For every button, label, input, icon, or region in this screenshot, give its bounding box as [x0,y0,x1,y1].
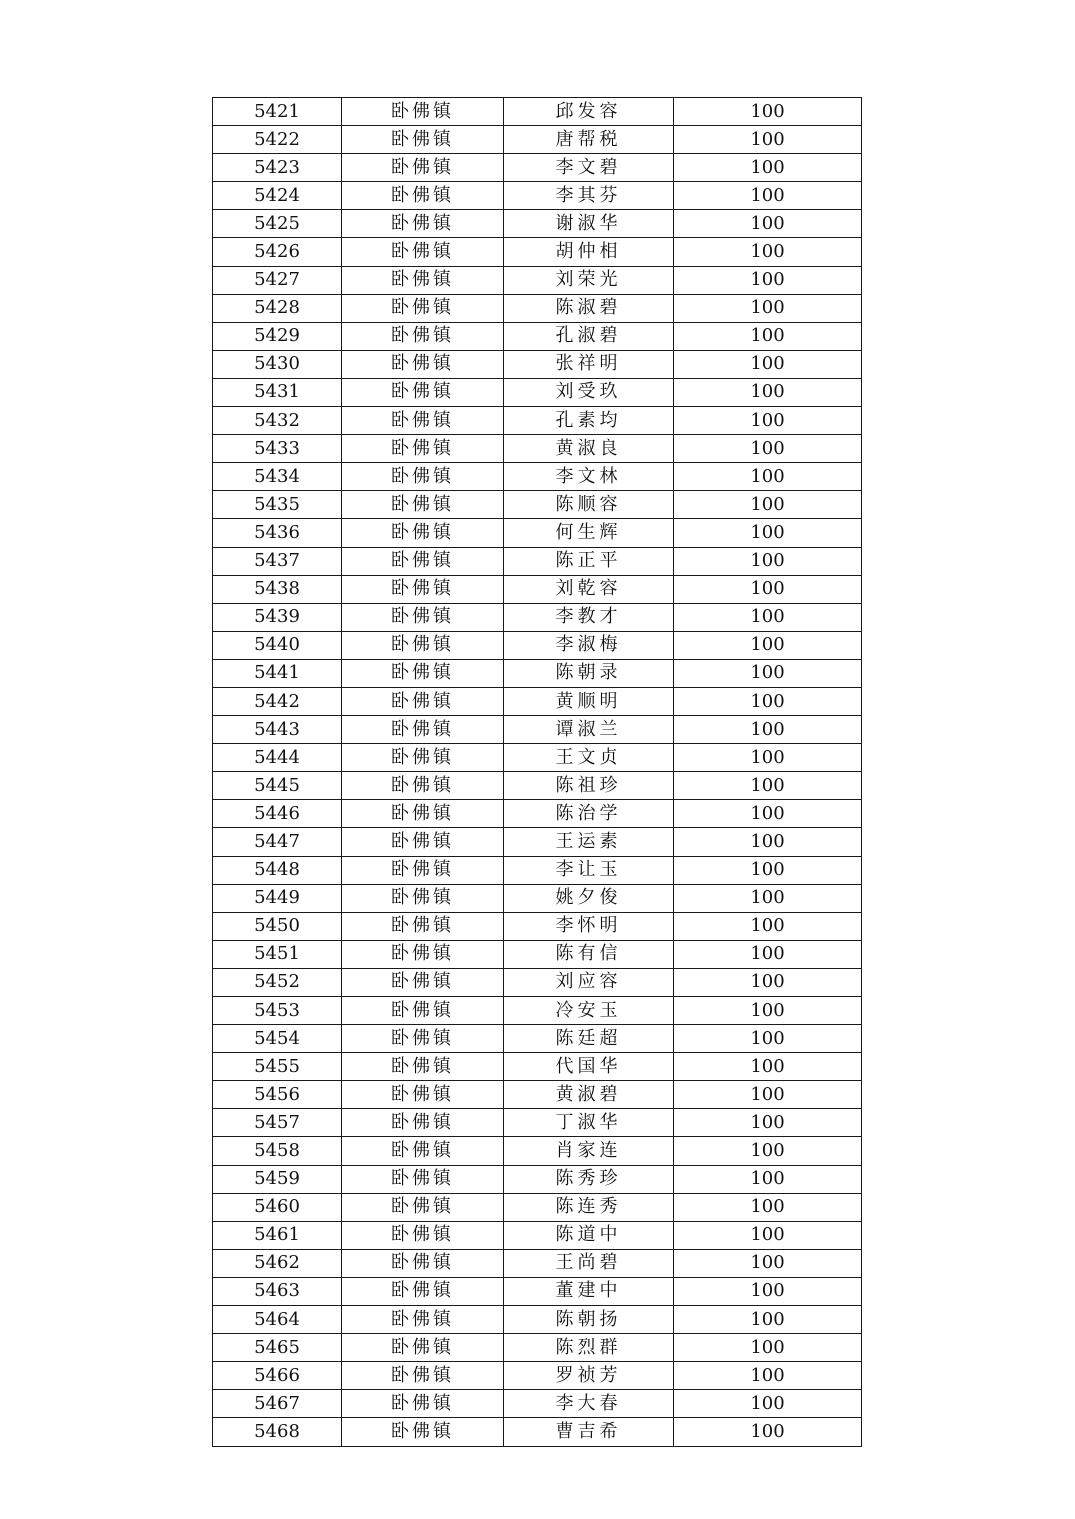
cell-amount: 100 [674,687,862,715]
table-row [213,1362,862,1390]
cell-name: 李教才 [504,603,674,631]
cell-name: 胡仲相 [504,238,674,266]
cell-number: 5449 [213,884,342,912]
cell-town: 卧佛镇 [342,1362,504,1390]
table-row [213,631,862,659]
cell-amount: 100 [674,491,862,519]
cell-name: 李文林 [504,463,674,491]
cell-town: 卧佛镇 [342,631,504,659]
cell-amount: 100 [674,98,862,126]
cell-amount: 100 [674,547,862,575]
cell-amount: 100 [674,210,862,238]
cell-amount: 100 [674,1362,862,1390]
cell-name: 陈廷超 [504,1025,674,1053]
cell-number: 5463 [213,1277,342,1305]
table-row [213,1165,862,1193]
cell-town: 卧佛镇 [342,210,504,238]
table-row [213,98,862,126]
cell-amount: 100 [674,1025,862,1053]
cell-town: 卧佛镇 [342,407,504,435]
cell-name: 陈道中 [504,1221,674,1249]
cell-name: 邱发容 [504,98,674,126]
cell-town: 卧佛镇 [342,1193,504,1221]
table-row [213,800,862,828]
cell-name: 黄顺明 [504,687,674,715]
cell-name: 陈顺容 [504,491,674,519]
cell-amount: 100 [674,968,862,996]
table-row [213,575,862,603]
cell-number: 5465 [213,1334,342,1362]
cell-name: 冷安玉 [504,997,674,1025]
cell-amount: 100 [674,182,862,210]
roster-table [212,97,862,1447]
cell-number: 5459 [213,1165,342,1193]
cell-amount: 100 [674,828,862,856]
table-row [213,828,862,856]
table-row [213,182,862,210]
cell-town: 卧佛镇 [342,884,504,912]
cell-name: 刘应容 [504,968,674,996]
cell-town: 卧佛镇 [342,1053,504,1081]
cell-town: 卧佛镇 [342,1109,504,1137]
table-row [213,491,862,519]
cell-name: 陈烈群 [504,1334,674,1362]
cell-town: 卧佛镇 [342,687,504,715]
cell-name: 李文碧 [504,154,674,182]
table-row [213,1249,862,1277]
cell-amount: 100 [674,884,862,912]
cell-amount: 100 [674,1165,862,1193]
table-row [213,940,862,968]
cell-town: 卧佛镇 [342,659,504,687]
cell-amount: 100 [674,659,862,687]
cell-town: 卧佛镇 [342,968,504,996]
cell-name: 姚夕俊 [504,884,674,912]
table-row [213,463,862,491]
cell-number: 5453 [213,997,342,1025]
cell-town: 卧佛镇 [342,1306,504,1334]
cell-town: 卧佛镇 [342,463,504,491]
cell-number: 5435 [213,491,342,519]
table-row [213,1081,862,1109]
cell-number: 5446 [213,800,342,828]
cell-name: 李大春 [504,1390,674,1418]
table-row [213,1221,862,1249]
cell-name: 黄淑良 [504,435,674,463]
table-row [213,1334,862,1362]
cell-name: 代国华 [504,1053,674,1081]
table-row [213,210,862,238]
cell-town: 卧佛镇 [342,1334,504,1362]
cell-number: 5423 [213,154,342,182]
cell-amount: 100 [674,800,862,828]
cell-town: 卧佛镇 [342,547,504,575]
cell-number: 5447 [213,828,342,856]
cell-town: 卧佛镇 [342,1418,504,1446]
table-row [213,1109,862,1137]
cell-amount: 100 [674,912,862,940]
table-row [213,912,862,940]
cell-number: 5431 [213,378,342,406]
cell-number: 5454 [213,1025,342,1053]
cell-number: 5422 [213,126,342,154]
roster-table-body [213,98,862,1447]
table-row [213,547,862,575]
cell-name: 王运素 [504,828,674,856]
cell-name: 陈祖珍 [504,772,674,800]
cell-town: 卧佛镇 [342,98,504,126]
cell-town: 卧佛镇 [342,1137,504,1165]
cell-number: 5441 [213,659,342,687]
cell-number: 5438 [213,575,342,603]
cell-name: 陈连秀 [504,1193,674,1221]
cell-amount: 100 [674,997,862,1025]
cell-number: 5440 [213,631,342,659]
cell-name: 李其芬 [504,182,674,210]
cell-name: 唐帮税 [504,126,674,154]
cell-name: 张祥明 [504,350,674,378]
cell-amount: 100 [674,856,862,884]
cell-number: 5452 [213,968,342,996]
cell-amount: 100 [674,407,862,435]
cell-town: 卧佛镇 [342,1221,504,1249]
cell-number: 5444 [213,744,342,772]
cell-town: 卧佛镇 [342,716,504,744]
cell-number: 5429 [213,322,342,350]
cell-town: 卧佛镇 [342,1081,504,1109]
table-row [213,603,862,631]
cell-number: 5460 [213,1193,342,1221]
cell-town: 卧佛镇 [342,294,504,322]
cell-number: 5450 [213,912,342,940]
cell-town: 卧佛镇 [342,378,504,406]
cell-name: 刘乾容 [504,575,674,603]
cell-amount: 100 [674,603,862,631]
cell-town: 卧佛镇 [342,1249,504,1277]
cell-number: 5443 [213,716,342,744]
cell-town: 卧佛镇 [342,603,504,631]
table-row [213,1025,862,1053]
cell-amount: 100 [674,1109,862,1137]
table-row [213,1053,862,1081]
cell-name: 陈秀珍 [504,1165,674,1193]
cell-number: 5427 [213,266,342,294]
cell-name: 王文贞 [504,744,674,772]
cell-town: 卧佛镇 [342,491,504,519]
cell-name: 董建中 [504,1277,674,1305]
cell-amount: 100 [674,266,862,294]
cell-number: 5464 [213,1306,342,1334]
cell-number: 5455 [213,1053,342,1081]
cell-amount: 100 [674,1137,862,1165]
cell-number: 5462 [213,1249,342,1277]
cell-amount: 100 [674,154,862,182]
cell-town: 卧佛镇 [342,1165,504,1193]
cell-town: 卧佛镇 [342,322,504,350]
cell-town: 卧佛镇 [342,238,504,266]
cell-amount: 100 [674,1277,862,1305]
cell-amount: 100 [674,1418,862,1446]
cell-number: 5426 [213,238,342,266]
cell-amount: 100 [674,744,862,772]
table-row [213,435,862,463]
cell-town: 卧佛镇 [342,519,504,547]
table-row [213,884,862,912]
cell-number: 5467 [213,1390,342,1418]
table-row [213,1418,862,1446]
cell-amount: 100 [674,1306,862,1334]
cell-name: 陈朝扬 [504,1306,674,1334]
cell-amount: 100 [674,463,862,491]
cell-town: 卧佛镇 [342,350,504,378]
cell-number: 5458 [213,1137,342,1165]
cell-number: 5437 [213,547,342,575]
table-row [213,856,862,884]
cell-town: 卧佛镇 [342,856,504,884]
cell-town: 卧佛镇 [342,997,504,1025]
table-row [213,772,862,800]
cell-amount: 100 [674,435,862,463]
table-row [213,322,862,350]
table-row [213,126,862,154]
cell-town: 卧佛镇 [342,912,504,940]
cell-amount: 100 [674,631,862,659]
cell-amount: 100 [674,1081,862,1109]
cell-number: 5433 [213,435,342,463]
cell-name: 曹吉希 [504,1418,674,1446]
table-row [213,1390,862,1418]
cell-town: 卧佛镇 [342,266,504,294]
cell-amount: 100 [674,126,862,154]
table-row [213,378,862,406]
cell-name: 刘荣光 [504,266,674,294]
table-row [213,1306,862,1334]
cell-name: 陈淑碧 [504,294,674,322]
cell-name: 王尚碧 [504,1249,674,1277]
cell-name: 肖家连 [504,1137,674,1165]
cell-name: 陈正平 [504,547,674,575]
cell-name: 孔素均 [504,407,674,435]
cell-number: 5457 [213,1109,342,1137]
table-row [213,716,862,744]
cell-number: 5432 [213,407,342,435]
cell-number: 5436 [213,519,342,547]
table-row [213,350,862,378]
cell-amount: 100 [674,519,862,547]
cell-amount: 100 [674,1193,862,1221]
cell-amount: 100 [674,350,862,378]
table-row [213,294,862,322]
cell-town: 卧佛镇 [342,1390,504,1418]
cell-number: 5466 [213,1362,342,1390]
cell-amount: 100 [674,1249,862,1277]
cell-town: 卧佛镇 [342,126,504,154]
cell-number: 5428 [213,294,342,322]
cell-town: 卧佛镇 [342,154,504,182]
cell-name: 孔淑碧 [504,322,674,350]
cell-amount: 100 [674,238,862,266]
cell-name: 谭淑兰 [504,716,674,744]
cell-town: 卧佛镇 [342,182,504,210]
cell-amount: 100 [674,378,862,406]
cell-name: 李让玉 [504,856,674,884]
table-row [213,997,862,1025]
cell-name: 丁淑华 [504,1109,674,1137]
table-row [213,266,862,294]
cell-number: 5461 [213,1221,342,1249]
table-row [213,407,862,435]
table-row [213,1193,862,1221]
cell-amount: 100 [674,322,862,350]
cell-amount: 100 [674,294,862,322]
cell-name: 陈治学 [504,800,674,828]
cell-town: 卧佛镇 [342,772,504,800]
cell-number: 5448 [213,856,342,884]
cell-amount: 100 [674,940,862,968]
cell-town: 卧佛镇 [342,744,504,772]
cell-name: 刘受玖 [504,378,674,406]
cell-town: 卧佛镇 [342,940,504,968]
cell-amount: 100 [674,1221,862,1249]
cell-town: 卧佛镇 [342,800,504,828]
cell-amount: 100 [674,1053,862,1081]
cell-number: 5442 [213,687,342,715]
table-row [213,1277,862,1305]
cell-town: 卧佛镇 [342,828,504,856]
table-row [213,238,862,266]
cell-town: 卧佛镇 [342,1277,504,1305]
table-row [213,519,862,547]
cell-town: 卧佛镇 [342,575,504,603]
cell-name: 罗祯芳 [504,1362,674,1390]
cell-number: 5445 [213,772,342,800]
table-row [213,154,862,182]
cell-name: 李怀明 [504,912,674,940]
cell-amount: 100 [674,772,862,800]
cell-name: 何生辉 [504,519,674,547]
cell-amount: 100 [674,1390,862,1418]
cell-name: 陈朝录 [504,659,674,687]
table-row [213,659,862,687]
cell-town: 卧佛镇 [342,435,504,463]
cell-amount: 100 [674,716,862,744]
cell-number: 5425 [213,210,342,238]
cell-number: 5439 [213,603,342,631]
table-row [213,1137,862,1165]
cell-name: 李淑梅 [504,631,674,659]
cell-number: 5424 [213,182,342,210]
cell-name: 陈有信 [504,940,674,968]
table-row [213,744,862,772]
cell-number: 5451 [213,940,342,968]
cell-number: 5468 [213,1418,342,1446]
cell-amount: 100 [674,575,862,603]
cell-amount: 100 [674,1334,862,1362]
table-row [213,687,862,715]
table-row [213,968,862,996]
cell-name: 黄淑碧 [504,1081,674,1109]
cell-number: 5456 [213,1081,342,1109]
cell-name: 谢淑华 [504,210,674,238]
cell-town: 卧佛镇 [342,1025,504,1053]
cell-number: 5421 [213,98,342,126]
cell-number: 5434 [213,463,342,491]
cell-number: 5430 [213,350,342,378]
